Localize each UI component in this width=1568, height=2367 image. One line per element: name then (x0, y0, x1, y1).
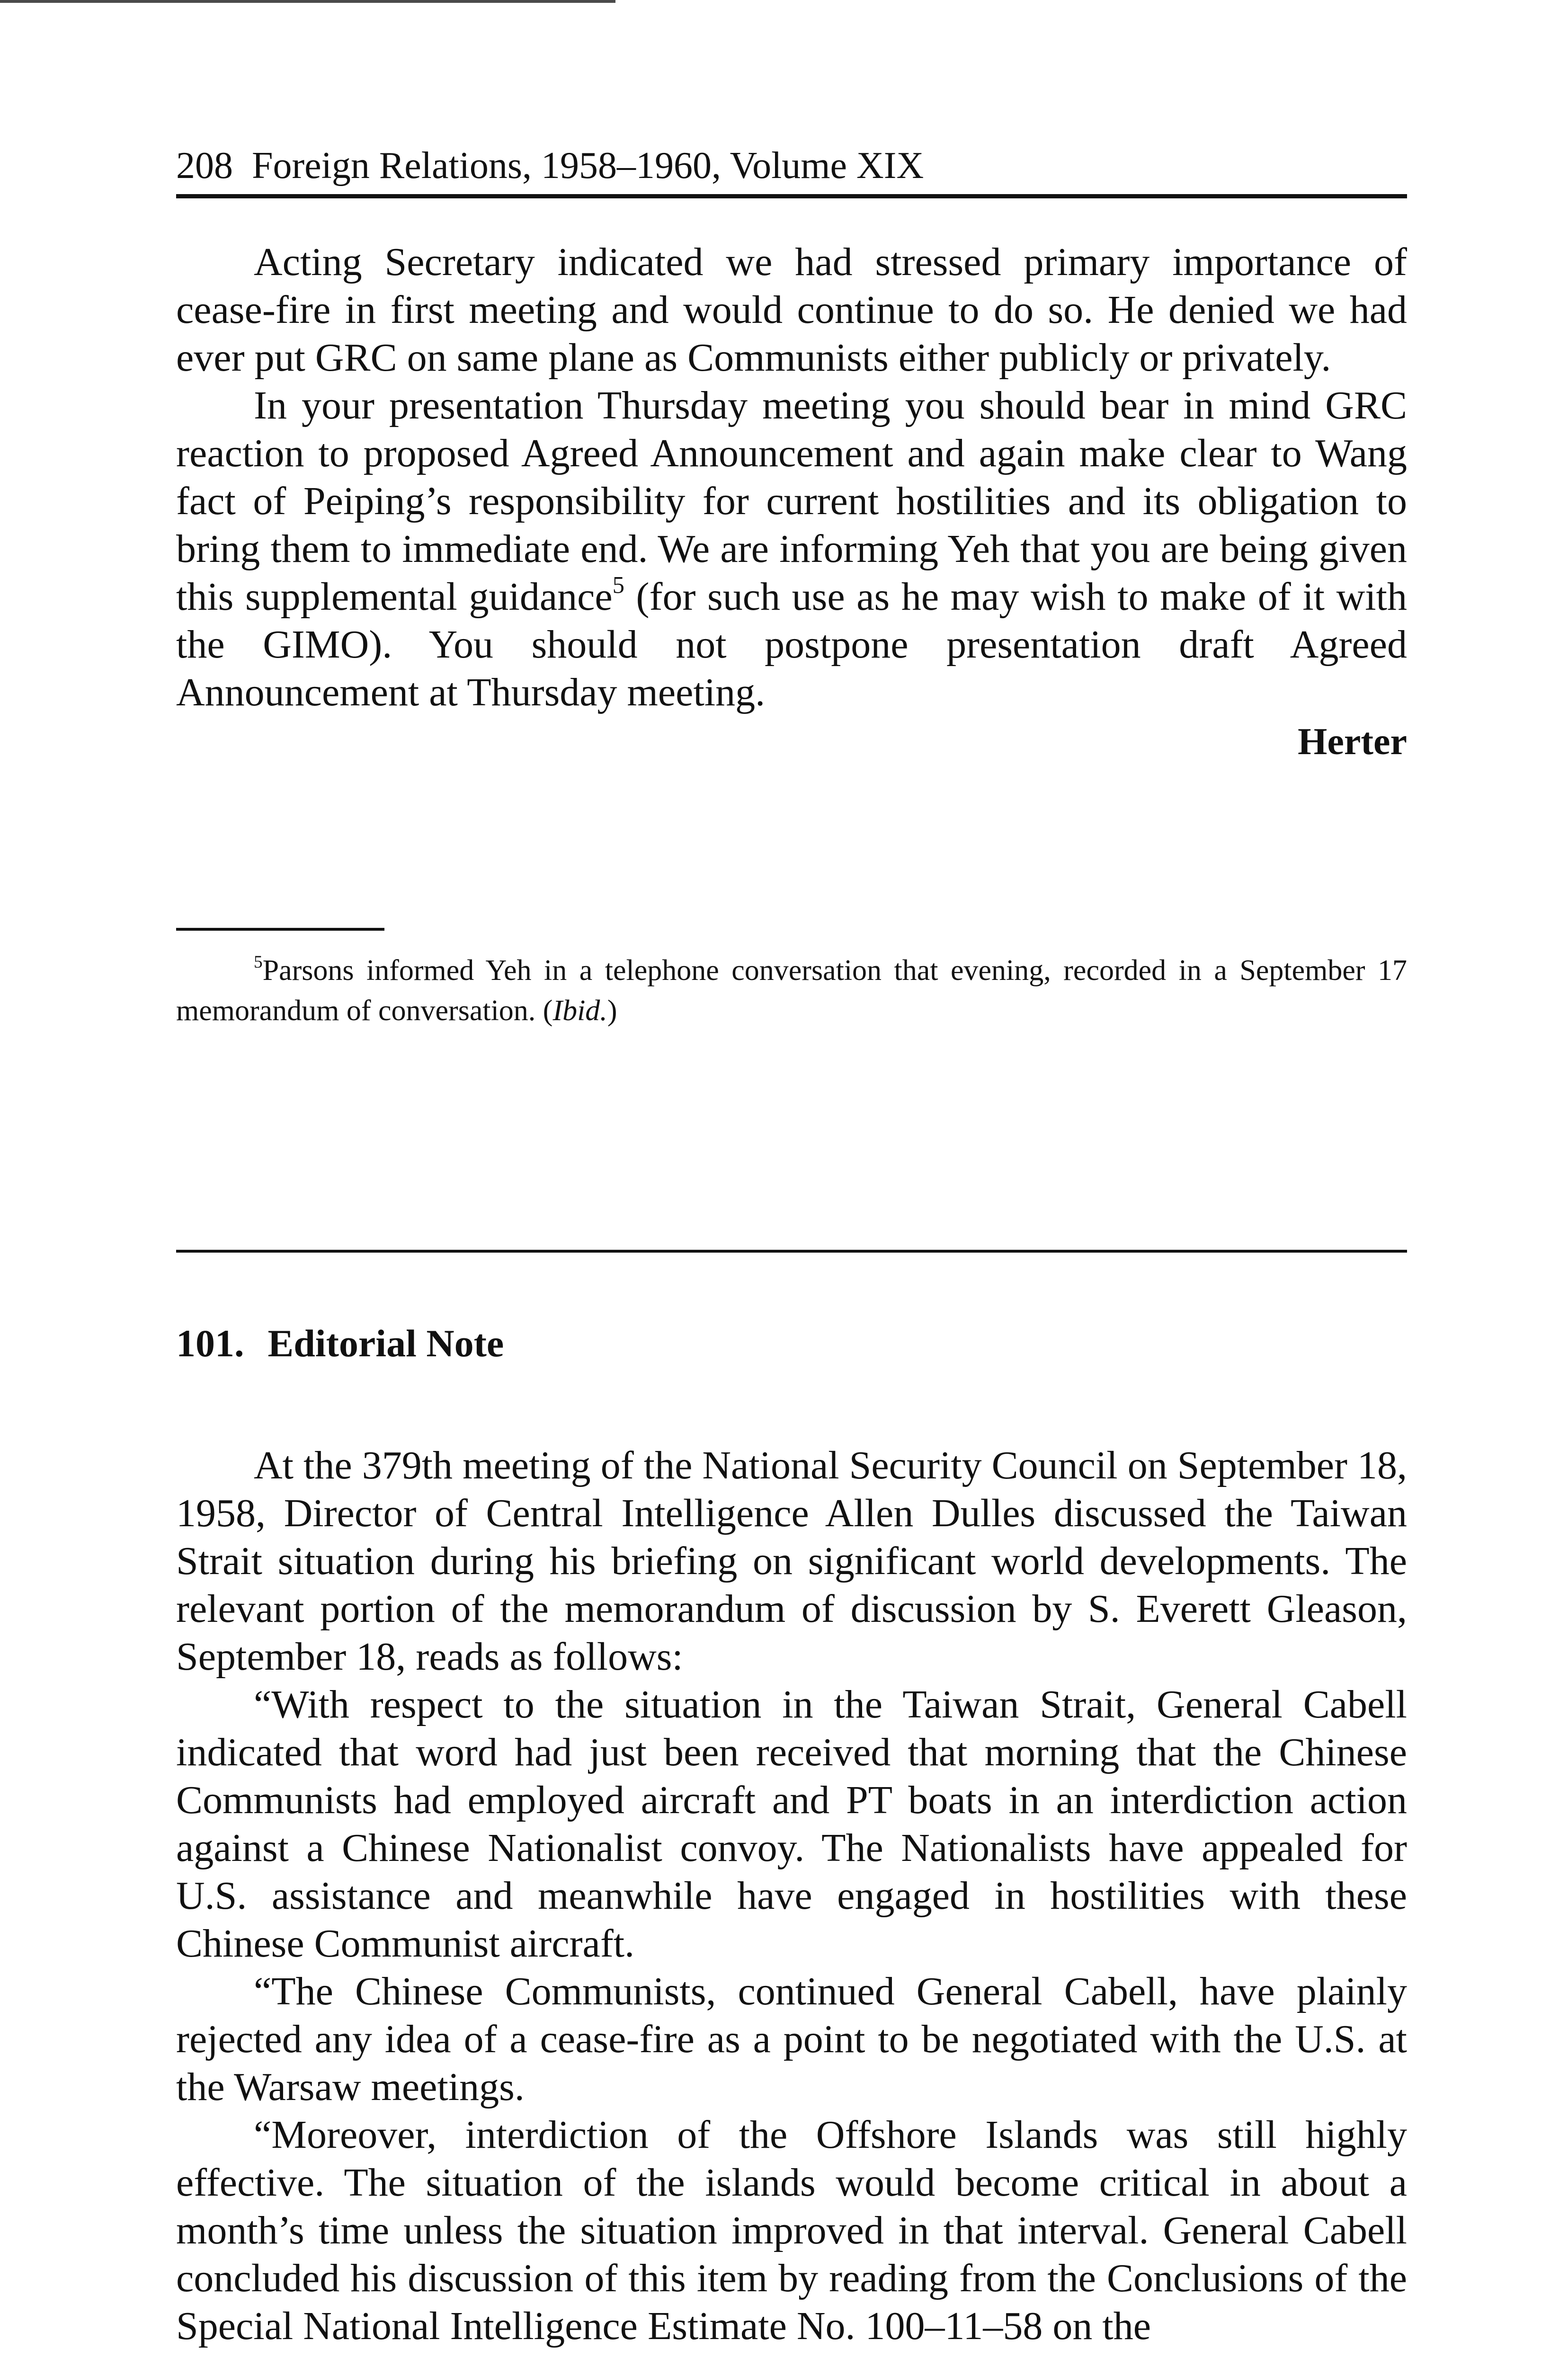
running-head (176, 142, 1407, 189)
section-divider (176, 1250, 1407, 1253)
editorial-paragraph: At the 379th meeting of the National Security Council on September 18, 1958, Director of Central Intelligence Allen Dulles discussed the Taiwan Strait situation during his briefing on significant world developments. The relevant portion of the memorandum of discussion by S. Everett Gleason, September 18, reads as follows: (176, 1443, 1407, 1679)
telegram-paragraph-2 (176, 382, 1407, 716)
document-number: 101. (176, 1322, 244, 1365)
footnote-text: Parsons informed Yeh in a telephone conversation that evening, recorded in a September 17 memorandum of conversation. ( (176, 954, 1407, 1027)
header-rule (176, 194, 1407, 198)
footnote-rule (176, 928, 384, 931)
editorial-paragraph: “The Chinese Communists, continued General Cabell, have plainly rejected any idea of a cease-fire as a point to be negotiated with the U.S. at the Warsaw meetings. (176, 1969, 1407, 2109)
volume-title: Foreign Relations, 1958–1960, Volume XIX (252, 145, 924, 187)
telegram-paragraph-1: Acting Secretary indicated we had stressed primary importance of cease-fire in first meeting and would continue to do so. He denied we had ever put GRC on same plane as Communists either publicly or privately. (176, 240, 1407, 380)
document-title: Editorial Note (267, 1322, 504, 1365)
telegram-paragraph-2-text-end: (for such use as he may wish to make of it with the GIMO). You should not postpone presentation draft Agreed Announcement at Thursday meeting. (176, 575, 1407, 714)
footnote-text-end: ) (607, 995, 617, 1027)
footnote-reference: 5 (612, 571, 624, 598)
editorial-paragraph: “With respect to the situation in the Taiwan Strait, General Cabell indicated that word had just been received that morning that the Chinese Communists had employed aircraft and PT boats in an interdiction action against a Chinese Nationalist convoy. The Nationalists have appealed for U.S. assistance and meanwhile have engaged in hostilities with these Chinese Communist aircraft. (176, 1682, 1407, 1966)
page-number: 208 (176, 145, 233, 187)
scan-edge-line (0, 0, 615, 3)
footnote-number: 5 (254, 952, 263, 972)
telegram-continuation (176, 238, 1407, 765)
editorial-paragraph: “Moreover, interdiction of the Offshore Islands was still highly effective. The situation of the islands would become critical in about a month’s time unless the situation improved in that interval. General Cabell concluded his discussion of this item by reading from the Conclusions of the Special National Intelligence Estimate No. 100–11–58 on the (176, 2113, 1407, 2348)
document-heading (176, 1320, 504, 1367)
editorial-note-body (176, 1442, 1407, 2350)
footnote (176, 951, 1407, 1031)
footnote-ibid: Ibid. (552, 995, 607, 1027)
telegram-paragraph-2-text: In your presentation Thursday meeting you should bear in mind GRC reaction to proposed Agreed Announcement and again make clear to Wang fact of Peiping’s responsibility for current hostilities and its obligation to bring them to immediate end. We are informing Yeh that you are being given this supplemental guidance (176, 383, 1407, 619)
signature: Herter (1298, 721, 1407, 763)
